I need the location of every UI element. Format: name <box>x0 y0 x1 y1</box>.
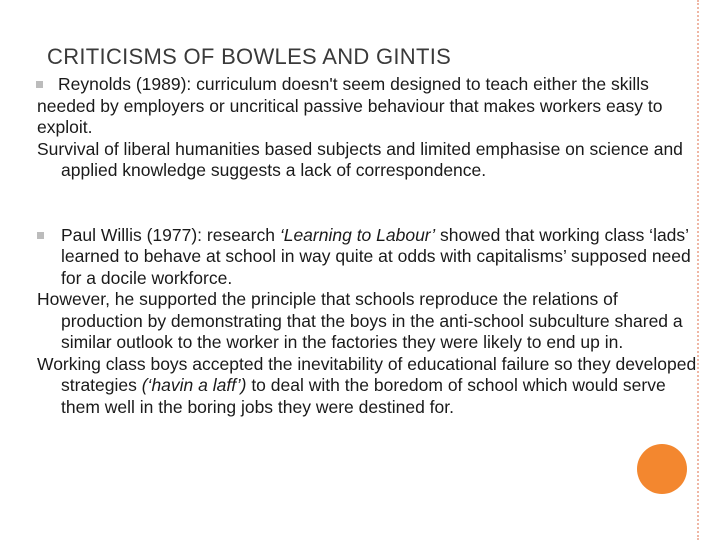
slide-title: CRITICISMS OF BOWLES AND GINTIS <box>47 44 452 69</box>
para-working-class <box>37 354 697 419</box>
decorative-orange-circle <box>637 444 687 494</box>
bullet-square-icon <box>36 81 43 88</box>
decorative-dotted-border <box>697 0 699 540</box>
bullet-willis <box>37 225 697 290</box>
slide-body <box>37 74 697 418</box>
working-class-text-post: to deal with the boredom of school which would serve them well in the boring jobs they were destined for. <box>61 375 666 417</box>
willis-text-pre: Paul Willis (1977): research <box>61 224 280 245</box>
spacer <box>37 182 697 225</box>
bullet-reynolds <box>37 74 697 139</box>
havin-a-laff-quote: (‘havin a laff’) <box>141 375 247 395</box>
willis-text-post: showed that working class ‘lads’ learned to behave at school in way quite at odds with capitalisms’ supposed need for a docile workforce. <box>61 224 691 288</box>
bullet-reynolds-text: Reynolds (1989): curriculum doesn't seem designed to teach either the skills needed by employers or uncritical passive behaviour that makes workers easy to exploit. <box>37 74 663 137</box>
para-survival: Survival of liberal humanities based subjects and limited emphasise on science and applied knowledge suggests a lack of correspondence. <box>37 138 683 180</box>
willis-book-title: ‘Learning to Labour’ <box>279 224 436 245</box>
para-however: However, he supported the principle that schools reproduce the relations of production by demonstrating that the boys in the anti-school subculture shared a similar outlook to the worker in the factories they were likely to end up in. <box>37 289 683 352</box>
working-class-text-pre: Working class boys accepted the inevitability of educational failure so they developed strategies <box>37 353 697 395</box>
bullet-square-icon <box>37 232 44 239</box>
